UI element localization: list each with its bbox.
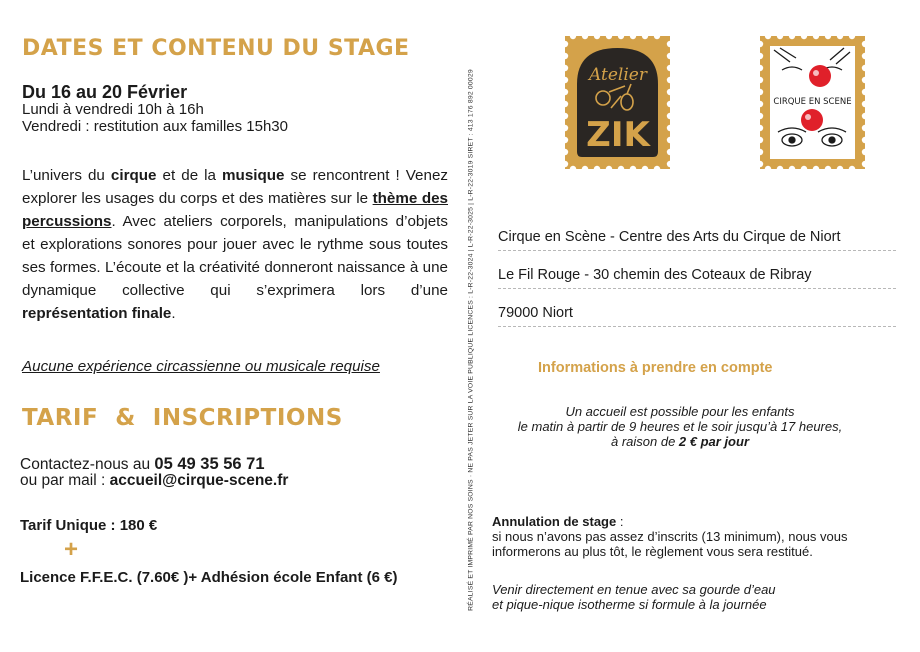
contact-prefix: Contactez-nous au xyxy=(20,456,155,473)
desc-bold-representation: représentation finale xyxy=(22,305,172,322)
desc-bold-cirque: cirque xyxy=(110,167,157,184)
desc-text: L’univers du xyxy=(22,167,111,184)
zik-label: ZIK xyxy=(586,115,650,155)
desc-text: et de la xyxy=(156,167,223,184)
desc-text: se rencontrent ! Venez explorer les usages du corps et des matières sur le xyxy=(22,167,448,207)
info-line-3-prefix: à raison de xyxy=(610,434,679,449)
tarif-heading: TARIF & INSCRIPTIONS xyxy=(22,405,343,431)
info-line-1: Un accueil est possible pour les enfants xyxy=(565,404,795,419)
email-address[interactable]: accueil@cirque-scene.fr xyxy=(109,472,289,489)
desc-text: . Avec ateliers corporels, manipulations d’objets et explorations sonores pour jouer avec le rythme sous toutes ses formes. L’écoute et la créativité donneront naissance à une dynamique collective qui s’exprimera lors d’une xyxy=(22,213,448,299)
bring-note-line-1: Venir directement en tenue avec sa gourde d’eau xyxy=(492,582,776,597)
info-heading: Informations à prendre en compte xyxy=(538,360,773,376)
desc-bold-musique: musique xyxy=(222,167,285,184)
address-line-1: Cirque en Scène - Centre des Arts du Cirque de Niort xyxy=(498,229,896,251)
info-text xyxy=(480,404,880,449)
info-line-3 xyxy=(480,434,880,449)
atelier-label: Atelier xyxy=(589,65,647,85)
phone-number[interactable]: 05 49 35 56 71 xyxy=(154,455,265,473)
no-experience-note: Aucune expérience circassienne ou musicale requise xyxy=(22,358,380,375)
desc-text: . xyxy=(171,305,176,322)
mail-prefix: ou par mail : xyxy=(20,472,110,489)
cancellation-block xyxy=(492,514,892,559)
address-line-2: Le Fil Rouge - 30 chemin des Coteaux de Ribray xyxy=(498,267,896,289)
red-nose-top xyxy=(809,65,831,87)
licence-adhesion: Licence F.F.E.C. (7.60€ )+ Adhésion école Enfant (6 €) xyxy=(20,569,398,586)
desc-theme-percussions: thème des percussions xyxy=(22,190,448,230)
address-line-3: 79000 Niort xyxy=(498,305,896,327)
dates-restitution: Vendredi : restitution aux familles 15h30 xyxy=(22,118,288,135)
dates-heading: DATES ET CONTENU DU STAGE xyxy=(22,36,410,61)
legal-text: RÉALISÉ ET IMPRIMÉ PAR NOS SOINS · NE PAS JETER SUR LA VOIE PUBLIQUE LICENCES : L-R-22-3024 | L-R-22-3025 | L-R-22-3019 SIRET : 413 176 892 00029 xyxy=(467,69,475,611)
plus-sign: + xyxy=(64,536,79,563)
red-nose-bottom xyxy=(801,109,823,131)
atelier-zik-logo xyxy=(565,36,670,169)
dates-hours: Lundi à vendredi 10h à 16h xyxy=(22,101,204,118)
info-price: 2 € par jour xyxy=(678,434,749,449)
bring-note xyxy=(492,582,892,612)
tarif-unique: Tarif Unique : 180 € xyxy=(20,517,158,534)
cancellation-heading: Annulation de stage xyxy=(492,514,617,529)
dates-range: Du 16 au 20 Février xyxy=(22,82,188,102)
bring-note-line-2: et pique-nique isotherme si formule à la journée xyxy=(492,597,767,612)
cancellation-text: si nous n’avons pas assez d’inscrits (13 minimum), nous vous informerons au plus tôt, le règlement vous sera restitué. xyxy=(492,529,848,559)
cancellation-colon: : xyxy=(616,514,624,529)
legal-vertical-strip xyxy=(463,40,479,640)
contact-mail-line xyxy=(20,472,288,490)
cirque-en-scene-logo xyxy=(760,36,865,169)
info-line-2: le matin à partir de 9 heures et le soir jusqu’à 17 heures, xyxy=(517,419,843,434)
cirque-label: CIRQUE EN SCENE xyxy=(773,97,852,107)
stage-description xyxy=(22,164,448,325)
